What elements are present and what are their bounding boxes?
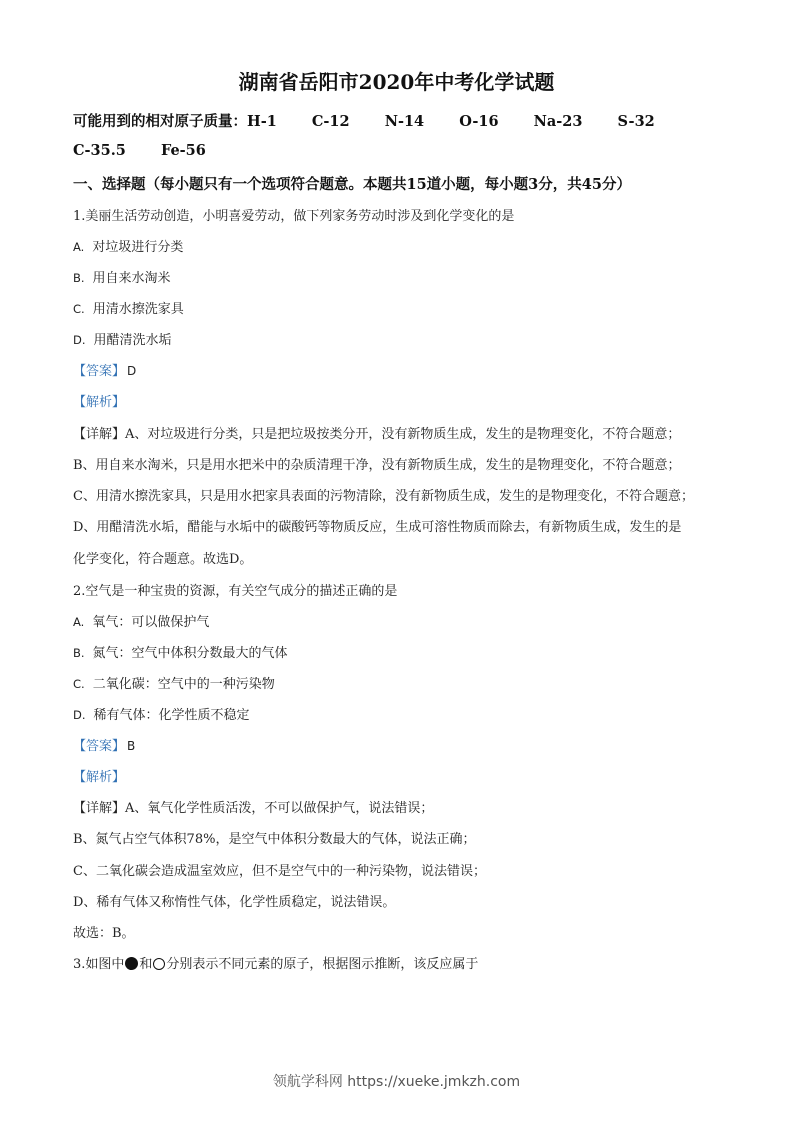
hollow-circle-icon <box>153 958 165 970</box>
q2-option-d <box>73 704 250 723</box>
atomic-mass-item: Na-23 <box>533 113 583 130</box>
q2-detail-line-1 <box>73 797 433 816</box>
atomic-mass-item: N-14 <box>384 113 425 130</box>
detail-text: A、对垃圾进行分类，只是把垃圾按类分开，没有新物质生成，发生的是物理变化，不符合题意； <box>125 427 681 442</box>
q1-detail-line-5: 化学变化，符合题意。故选D。 <box>73 552 253 567</box>
option-text: 二氧化碳：空气中的一种污染物 <box>92 677 275 692</box>
q2-detail-line-4: D、稀有气体又称惰性气体，化学性质稳定，说法错误。 <box>73 895 396 910</box>
option-letter: C. <box>73 302 85 316</box>
answer-value: B <box>127 739 136 753</box>
atomic-mass-row-1 <box>73 110 655 131</box>
option-text: 氧气：可以做保护气 <box>92 615 210 630</box>
option-letter: B. <box>73 646 85 660</box>
answer-tag: 【答案】 <box>73 739 126 754</box>
detail-tag: 【详解】 <box>73 801 126 816</box>
answer-value: D <box>127 364 137 378</box>
question-3-stem <box>73 953 478 972</box>
option-text: 用醋清洗水垢 <box>93 333 172 348</box>
q1-detail-line-1 <box>73 423 680 442</box>
atomic-mass-item: H-1 <box>247 113 277 130</box>
q1-answer-line <box>73 360 136 379</box>
atomic-mass-item: S-32 <box>617 113 655 130</box>
atomic-mass-item: C-35.5 <box>73 142 126 159</box>
answer-tag: 【答案】 <box>73 364 126 379</box>
atomic-mass-row-2 <box>73 142 206 159</box>
q2-analysis-line <box>73 766 125 785</box>
detail-tag: 【详解】 <box>73 427 126 442</box>
section-heading: 一、选择题（每小题只有一个选项符合题意。本题共15道小题，每小题3分，共45分） <box>73 176 631 193</box>
option-letter: B. <box>73 271 85 285</box>
option-text: 用清水擦洗家具 <box>92 302 184 317</box>
q2-option-a <box>73 611 209 630</box>
q1-option-d <box>73 329 172 348</box>
q2-answer-line <box>73 735 135 754</box>
atomic-mass-label: 可能用到的相对原子质量： <box>73 113 247 130</box>
question-1-stem: 1.美丽生活劳动创造，小明喜爱劳动，做下列家务劳动时涉及到化学变化的是 <box>73 209 515 224</box>
option-letter: D. <box>73 333 86 347</box>
q1-option-a <box>73 236 183 255</box>
option-letter: A. <box>73 240 85 254</box>
filled-circle-icon <box>125 957 138 970</box>
detail-text: A、氧气化学性质活泼，不可以做保护气，说法错误； <box>125 801 434 816</box>
option-letter: D. <box>73 708 86 722</box>
page-footer: 领航学科网 https://xueke.jmkzh.com <box>272 1074 521 1090</box>
atomic-mass-item: O-16 <box>459 113 499 130</box>
q2-option-b <box>73 642 288 661</box>
option-text: 用自来水淘米 <box>92 271 171 286</box>
option-letter: A. <box>73 615 85 629</box>
page-title: 湖南省岳阳市2020年中考化学试题 <box>238 70 555 94</box>
option-letter: C. <box>73 677 85 691</box>
q1-option-c <box>73 298 184 317</box>
atomic-mass-item: Fe-56 <box>160 142 206 159</box>
q2-option-c <box>73 673 275 692</box>
question-2-stem: 2.空气是一种宝贵的资源，有关空气成分的描述正确的是 <box>73 584 398 599</box>
q2-detail-line-3: C、二氧化碳会造成温室效应，但不是空气中的一种污染物，说法错误； <box>73 864 486 879</box>
q1-detail-line-2: B、用自来水淘米，只是用水把米中的杂质清理干净，没有新物质生成，发生的是物理变化，不符合题意； <box>73 458 681 473</box>
stem-mid: 和 <box>139 957 153 972</box>
q2-detail-line-2: B、氮气占空气体积78%，是空气中体积分数最大的气体，说法正确； <box>73 832 476 847</box>
stem-suffix: 分别表示不同元素的原子，根据图示推断，该反应属于 <box>166 957 479 972</box>
option-text: 氮气：空气中体积分数最大的气体 <box>92 646 288 661</box>
analysis-tag: 【解析】 <box>73 395 126 410</box>
q1-option-b <box>73 267 171 286</box>
q1-analysis-line <box>73 391 125 410</box>
option-text: 对垃圾进行分类 <box>92 240 184 255</box>
q1-detail-line-4: D、用醋清洗水垢，醋能与水垢中的碳酸钙等物质反应，生成可溶性物质而除去，有新物质生成，发生的是 <box>73 520 682 535</box>
atomic-mass-item: C-12 <box>311 113 350 130</box>
stem-prefix: 3.如图中 <box>73 957 125 972</box>
q2-detail-line-5: 故选：B。 <box>73 926 135 941</box>
option-text: 稀有气体：化学性质不稳定 <box>93 708 250 723</box>
q1-detail-line-3: C、用清水擦洗家具，只是用水把家具表面的污物清除，没有新物质生成，发生的是物理变化，不符合题意； <box>73 489 694 504</box>
analysis-tag: 【解析】 <box>73 770 126 785</box>
